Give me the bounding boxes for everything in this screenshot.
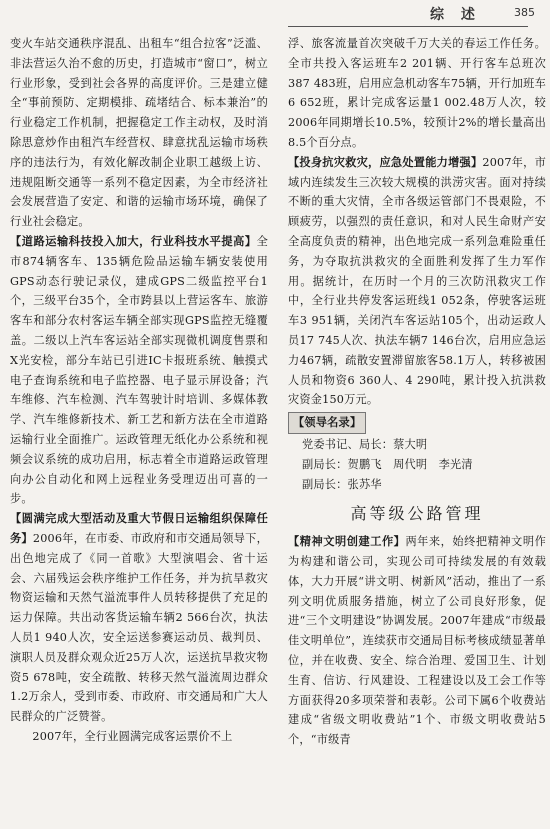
section-heading: 【精神文明创建工作】 bbox=[288, 535, 406, 549]
left-column bbox=[10, 34, 268, 747]
paragraph-text: 2006年，在市委、市政府和市交通局领导下，出色地完成了《同一首歌》大型演唱会、省十运会、六届残运会秩序维护工作任务，并为抗旱救灾物资运输和天然气溢流事件人员转移提供了充足的运力保障。共出动客货运输车辆2 566台次，执法人员1 940人次，安全运送参赛运动员、裁判员、演职人员及群众观众近25万人次，运送抗旱救灾物资5 678吨，安全疏散、转移天然气溢流周边群众1.2万余人，受到市委、市政府、市交通局和广大人民群众的广泛赞誉。 bbox=[10, 531, 268, 724]
leaders-block bbox=[288, 410, 546, 494]
paragraph: 浮、旅客流量首次突破千万大关的春运工作任务。全市共投入客运班车2 201辆、开行客车总班次387 483班，启用应急机动客车75辆，开行加班车6 652班，累计完成客运量1 002.48万人次，较2006年同期增长10.5%，较预计2%的增长量高出8.5个百分点。 bbox=[288, 37, 546, 149]
paragraph: 变火车站交通秩序混乱、出租车“组合拉客”泛滥、非法营运久治不愈的历史，打造城市“窗口”，树立行业形象，受到社会各界的高度评价。三是建立健全“事前预防、定期模排、疏堵结合、标本兼治”的行业稳定工作机制，把握稳定工作主动权，及时消除思意炒作由租汽车经营权、肆意扰乱运输市场秩序的违法行为，有效化解改制企业职工越级上访、违规阻断交通等一系列不稳定因素，为全市经济社会发展营造了安定、和谐的运输市场环境，确保了行业社会稳定。 bbox=[10, 37, 268, 229]
page-number: 385 bbox=[514, 6, 535, 19]
paragraph bbox=[10, 232, 268, 509]
header-rule bbox=[288, 26, 528, 27]
paragraph bbox=[10, 509, 268, 727]
paragraph bbox=[288, 153, 546, 410]
paragraph-text: 两年来，始终把精神文明作为构建和谐公司，实现公司可持续发展的有效载体，大力开展“讲文明、树新风”活动，推出了一系列文明优质服务措施，树立了公司良好形象，促进“三个文明建设”协调发展。2007年建成“市级最佳文明单位”，连续获市交通局目标考核成绩显著单位，并在收费、安全、综合治理、爱国卫生、计划生育、信访、行风建设、工程建设以及工会工作等方面获得20多项荣誉和表彰。公司下属6个收费站建成“省级文明收费站”1个、市级文明收费站5个，“市级青 bbox=[288, 535, 546, 747]
leader-entry: 党委书记、局长：蔡大明 bbox=[302, 437, 428, 451]
paragraph: 2007年，全行业圆满完成客运票价不上 bbox=[32, 729, 233, 743]
right-column bbox=[288, 34, 546, 750]
page-header bbox=[0, 0, 550, 30]
leaders-list bbox=[288, 435, 546, 494]
paragraph bbox=[288, 532, 546, 750]
paragraph-text: 2007年，市域内连续发生三次较大规模的洪涝灾害。面对持续不断的重大灾情，全市各级运管部门不畏艰险，不顾疲劳，以强烈的责任意识，和对人民生命财产安全高度负责的精神，出色地完成一系列急难险重任务，为夺取抗洪救灾的全面胜利发挥了生力军作用。据统计，在历时一个月的三次防汛救灾工作中，全行业共停发客运班线1 052条，停驶客运班车3 951辆，关闭汽车客运站105个，出动运政人员17 745人次、执法车辆7 146台次，启用应急运力467辆，疏散安置滞留旅客58.1万人，转移被困人员和物资6 360人、4 290吨，累计投入抗洪救灾资金150万元。 bbox=[288, 155, 547, 407]
leader-entry: 副局长：张苏华 bbox=[302, 477, 382, 491]
paragraph-text: 全市874辆客车、135辆危险品运输车辆安装使用GPS动态行驶记录仪，建成GPS二级监控平台1个，三级平台35个，全市跨县以上营运客车、旅游客车和部分农村客运车辆全部实现GPS监控无缝覆盖。二级以上汽车客运站全部实现微机调度售票和X光安检，部分车站已引进IC卡报班系统、触摸式电子查询系统和电子监控器、电子显示屏设备；汽车维修、汽车检测、汽车驾驶计时培训、多媒体教学、汽车维修新技术、新工艺和新方法在全市道路运输行业全面推广。运政管理无纸化办公系统和视频会议系统的成功启用，标志着全市道路运政管理向办公自动化和网上远程业务受理迈出可喜的一步。 bbox=[10, 234, 268, 506]
section-heading: 【投身抗灾救灾，应急处置能力增强】 bbox=[288, 155, 483, 169]
leader-entry: 副局长：贺鹏飞 周代明 李光清 bbox=[302, 457, 473, 471]
section-heading: 【圆满完成大型活动及重大节假日运输组织保障任务】 bbox=[10, 512, 268, 545]
chapter-title: 高等级公路管理 bbox=[350, 504, 484, 524]
section-title: 综 述 bbox=[430, 7, 481, 23]
section-heading: 【领导名录】 bbox=[288, 412, 366, 434]
section-heading: 【道路运输科技投入加大，行业科技水平提高】 bbox=[10, 234, 257, 248]
